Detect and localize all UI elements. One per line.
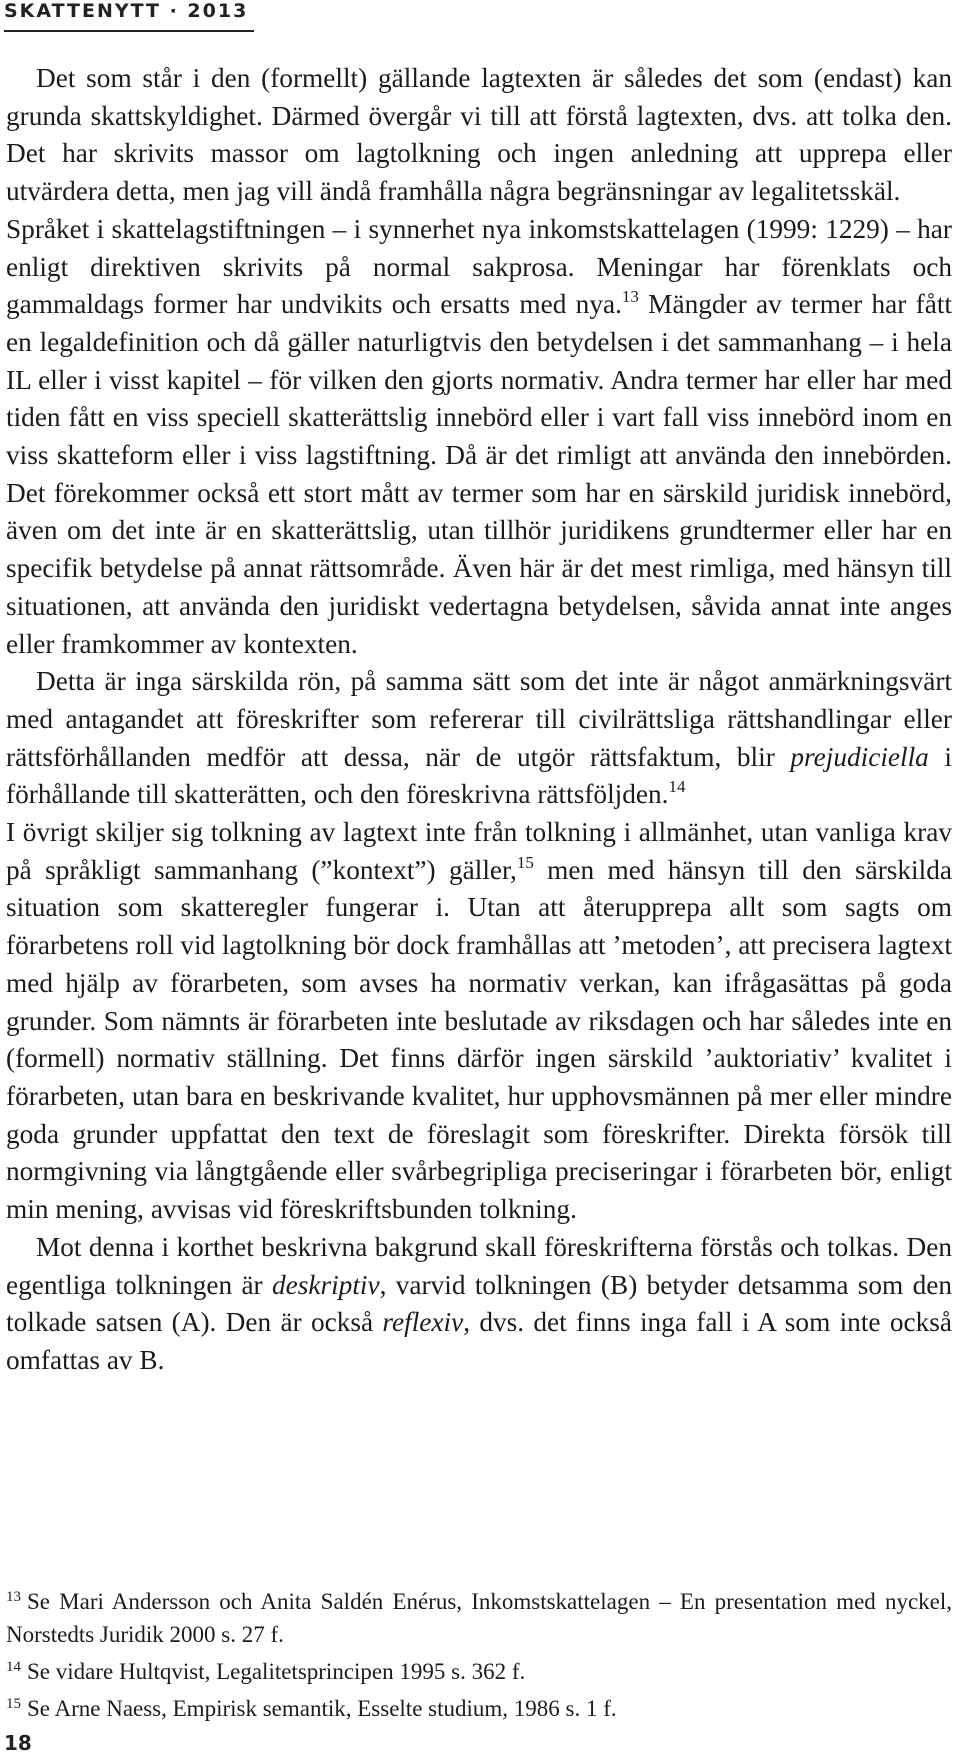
paragraph-4: I övrigt skiljer sig tolkning av lagtext inte från tolkning i allmänhet, utan vanliga krav på språkligt sammanhang (”kontext”) gäller,$^{15}$ men med hänsyn till den särskilda situation som skatteregler fungerar i. Utan att återupprepa allt som sagts om förarbetens roll vid lagtolkning bör dock framhållas att ’metoden’, att precisera lagtext med hjälp av förarbeten, som avses ha normativ verkan, kan ifrågasättas på goda grunder. Som nämnts är förarbeten inte beslutade av riksdagen och har således inte en (formell) normativ ställning. Det finns därför ingen särskild ’auktoriativ’ kvalitet i förarbeten, utan bara en beskrivande kvalitet, hur upphovsmännen på mer eller mindre goda grunder uppfattat den text de föreslagit som föreskrifter. Direkta försök till normgivning via långtgående eller svårbegripliga preciseringar i förarbeten bör, enligt min mening, avvisas vid föreskriftsbunden tolkning. bbox=[6, 817, 952, 1225]
footnote-text: Se Arne Naess, Empirisk semantik, Esselte studium, 1986 s. 1 f. bbox=[27, 1696, 617, 1721]
running-title: SKATTENYTT · 2013 bbox=[4, 0, 249, 22]
header-rule bbox=[4, 30, 254, 32]
emphasis-prejudiciella: prejudiciella bbox=[790, 741, 929, 772]
emphasis-reflexiv: reflexiv bbox=[382, 1307, 464, 1338]
footnote-number: 14 bbox=[6, 1659, 21, 1675]
paragraph-3: Detta är inga särskilda rön, på samma sätt som det inte är något anmärkningsvärt med antagandet att föreskrifter som refererar till civilrättsliga rättshandlingar eller rättsförhållanden medför att dessa, när de utgör rättsfaktum, blir prejudiciella i förhållande till skatterätten, och den föreskrivna rättsföljden.$^{14}$ bbox=[6, 666, 952, 810]
footnote-13 bbox=[6, 1581, 952, 1651]
paragraph-2: Språket i skattelagstiftningen – i synnerhet nya inkomstskattelagen (1999: 1229) – har enligt direktiven skrivits på normal sakprosa. Meningar har förenklats och gammaldags former har undvikits och ersatts med nya.$^{13}$ Mängder av termer har fått en legaldefinition och då gäller naturligtvis den betydelsen i det sammanhang – i hela IL eller i visst kapitel – för vilken den gjorts normativ. Andra termer har eller har med tiden fått en viss speciell skatterättslig innebörd eller i vart fall viss innebörd inom en viss skatteform eller i viss lagstiftning. Då är det rimligt att använda den innebörden. Det förekommer också ett stort mått av termer som har en särskild juridisk innebörd, även om det inte är en skatterättslig, utan tillhör juridikens grundtermer eller har en specifik betydelse på annat rättsområde. Även här är det mest rimliga, med hänsyn till situationen, att använda den juridiskt vedertagna betydelsen, såvida annat inte anges eller framkommer av kontexten. bbox=[6, 213, 952, 659]
body-text bbox=[6, 60, 952, 1380]
page-number: 18 bbox=[4, 1731, 32, 1755]
paragraph-1: Det som står i den (formellt) gällande lagtexten är således det som (endast) kan grunda skattskyldighet. Därmed övergår vi till att förstå lagtexten, dvs. att tolka den. Det har skrivits massor om lagtolkning och ingen anledning att upprepa eller utvärdera detta, men jag vill ändå framhålla några begränsningar av legalitetsskäl. bbox=[6, 63, 952, 207]
footnote-text: Se Mari Andersson och Anita Saldén Enérus, Inkomstskattelagen – En presentation med nyckel, Norstedts Juridik 2000 s. 27 f. bbox=[6, 1589, 952, 1647]
footnote-text: Se vidare Hultqvist, Legalitetsprincipen 1995 s. 362 f. bbox=[27, 1659, 526, 1684]
footnote-number: 13 bbox=[6, 1589, 21, 1605]
footnote-ref-15[interactable]: 15 bbox=[516, 852, 534, 872]
emphasis-deskriptiv: deskriptiv bbox=[271, 1269, 380, 1300]
footnote-number: 15 bbox=[6, 1696, 21, 1712]
footnote-ref-13[interactable]: 13 bbox=[621, 287, 639, 307]
footnote-ref-14[interactable]: 14 bbox=[668, 777, 686, 797]
footnote-15 bbox=[6, 1688, 952, 1725]
footnotes bbox=[6, 1581, 952, 1725]
running-header bbox=[4, 0, 248, 22]
paragraph-5: Mot denna i korthet beskrivna bakgrund skall föreskrifterna förstås och tolkas. Den egentliga tolkningen är deskriptiv, varvid tolkningen (B) betyder detsamma som den tolkade satsen (A). Den är också reflexiv, dvs. det finns inga fall i A som inte också omfattas av B. bbox=[6, 1231, 952, 1375]
footnote-14 bbox=[6, 1651, 952, 1688]
